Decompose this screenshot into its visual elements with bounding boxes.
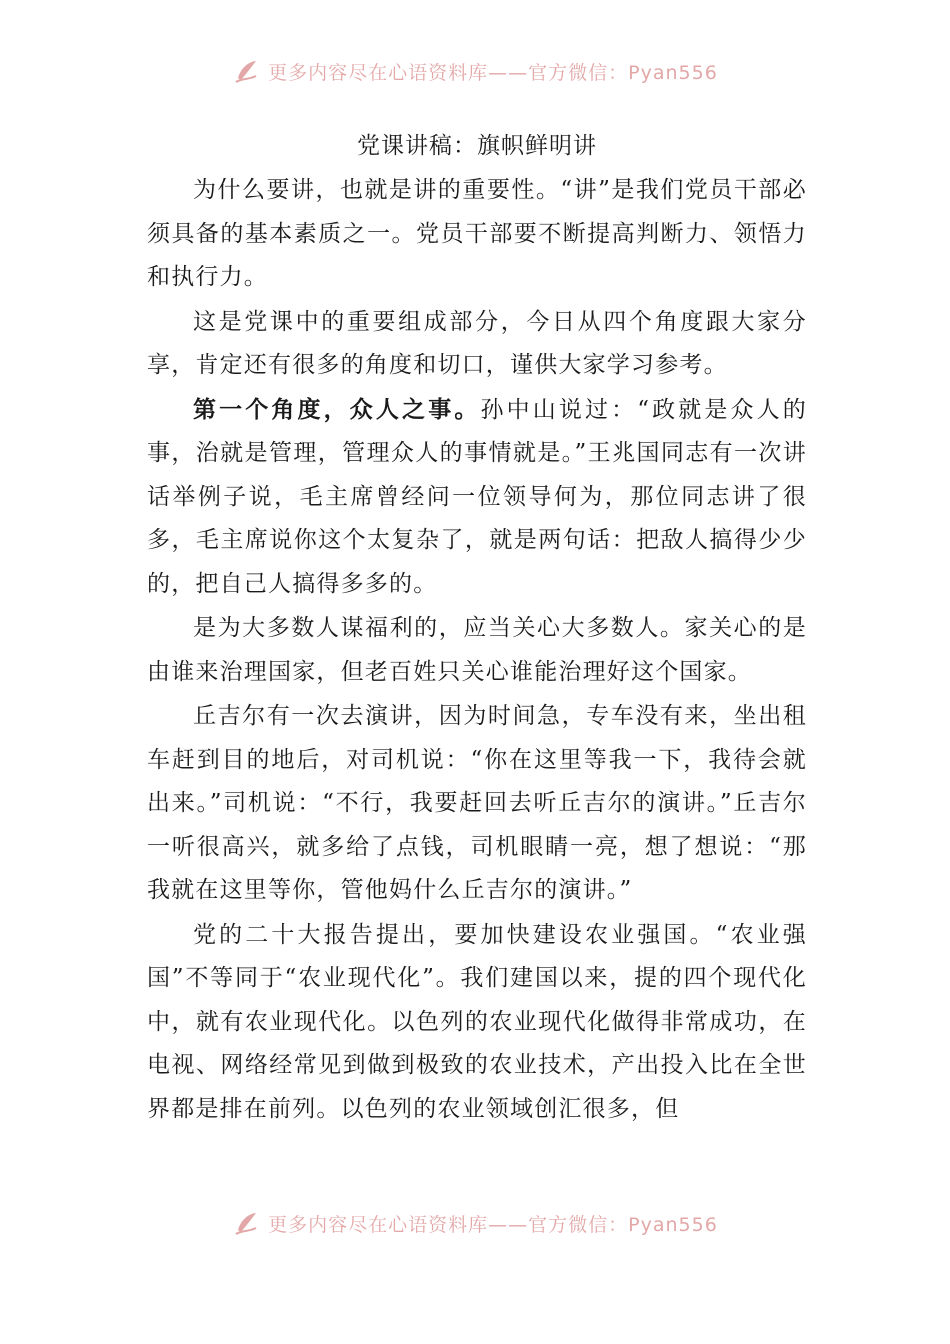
paragraph-text: 这是党课中的重要组成部分，今日从四个角度跟大家分享，肯定还有很多的角度和切口，谨供大家学习参考。: [147, 308, 807, 378]
paragraph-text: 孙中山说过：“政就是众人的事，治就是管理，管理众人的事情就是。”王兆国同志有一次讲话举例子说，毛主席曾经问一位领导何为，那位同志讲了很多，毛主席说你这个太复杂了，就是两句话：把敌人搞得少少的，把自己人搞得多多的。: [147, 396, 807, 597]
paragraph-6: [147, 913, 807, 1132]
paragraph-3: [147, 388, 807, 607]
document-body: [147, 124, 807, 1131]
paragraph-2: [147, 300, 807, 388]
paragraph-text: 党的二十大报告提出，要加快建设农业强国。“农业强国”不等同于“农业现代化”。我们建国以来，提的四个现代化中，就有农业现代化。以色列的农业现代化做得非常成功，在电视、网络经常见到做到极致的农业技术，产出投入比在全世界都是排在前列。以色列的农业领域创汇很多，但: [147, 921, 807, 1122]
watermark-text: 更多内容尽在心语资料库——官方微信：Pyan556: [268, 1213, 718, 1236]
paragraph-5: [147, 694, 807, 913]
document-title: 党课讲稿：旗帜鲜明讲: [357, 133, 597, 159]
paragraph-text: 是为大多数人谋福利的，应当关心大多数人。家关心的是由谁来治理国家，但老百姓只关心谁能治理好这个国家。: [147, 615, 807, 685]
header-watermark: [0, 54, 950, 88]
watermark-text: 更多内容尽在心语资料库——官方微信：Pyan556: [268, 61, 718, 84]
paragraph-text: 丘吉尔有一次去演讲，因为时间急，专车没有来，坐出租车赶到目的地后，对司机说：“你在这里等我一下，我待会就出来。”司机说：“不行，我要赶回去听丘吉尔的演讲。”丘吉尔一听很高兴，就多给了点钱，司机眼睛一亮，想了想说：“那我就在这里等你，管他妈什么丘吉尔的演讲。”: [147, 703, 807, 903]
paragraph-lead: 第一个角度，众人之事。: [193, 395, 481, 423]
pen-logo-icon: [232, 56, 262, 86]
paragraph-text: 为什么要讲，也就是讲的重要性。“讲”是我们党员干部必须具备的基本素质之一。党员干部要不断提高判断力、领悟力和执行力。: [147, 177, 807, 290]
paragraph-4: [147, 606, 807, 694]
pen-logo-icon: [232, 1208, 262, 1238]
footer-watermark: [0, 1206, 950, 1240]
paragraph-1: [147, 168, 807, 300]
